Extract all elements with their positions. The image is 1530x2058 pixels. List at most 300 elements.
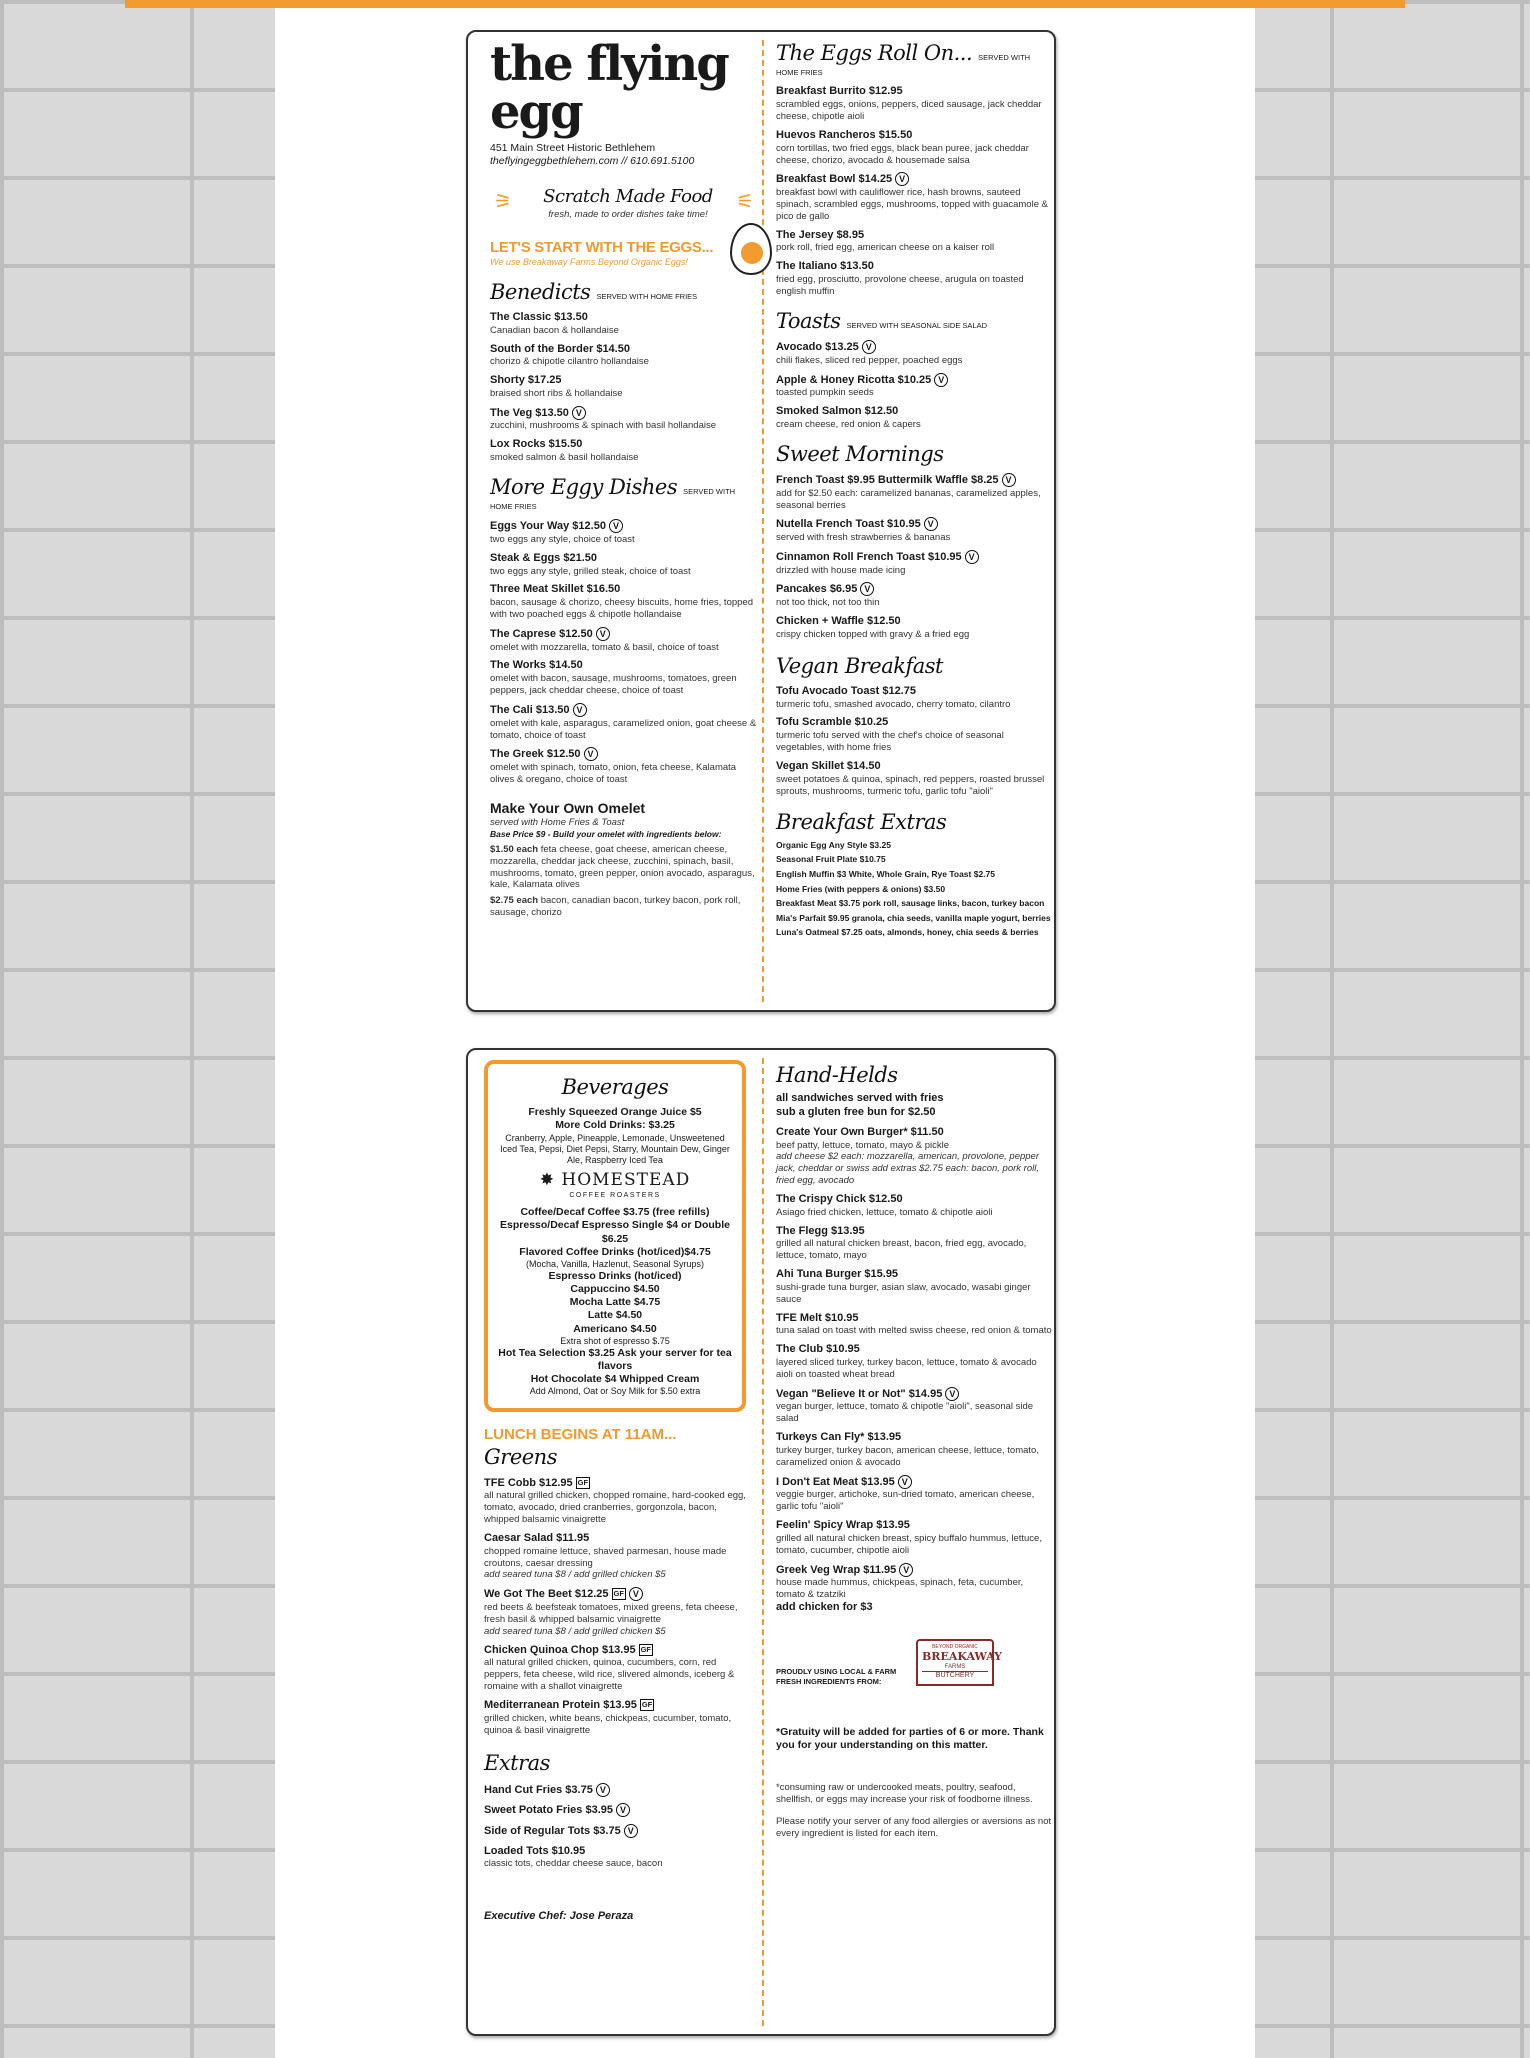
menu-item	[776, 582, 1052, 609]
item-name	[484, 1699, 746, 1713]
item-name	[776, 85, 1052, 99]
item-desc: smoked salmon & basil hollandaise	[490, 452, 639, 464]
menu-item	[776, 1312, 1052, 1338]
menu-item	[776, 1193, 1052, 1219]
item-desc: served with fresh strawberries & bananas	[776, 532, 951, 544]
menu-item	[776, 1268, 1052, 1306]
beverage-line: Add Almond, Oat or Soy Milk for $.50 extra	[529, 1386, 701, 1397]
bfextras-section	[776, 809, 1052, 938]
item-name-text: Sweet Potato Fries $3.95	[484, 1804, 613, 1817]
item-name	[490, 583, 758, 597]
item-name-text: Turkeys Can Fly* $13.95	[776, 1431, 902, 1444]
sweet-list	[776, 473, 1052, 641]
beverage-line: Espresso/Decaf Espresso Single $4 or Double $6.25	[500, 1219, 730, 1245]
homestead-logo: ✸ HOMESTEAD	[539, 1170, 691, 1191]
item-name-text: The Italiano $13.50	[776, 260, 874, 273]
menu-item	[484, 1587, 746, 1637]
item-desc: classic tots, cheddar cheese sauce, bacon	[484, 1858, 663, 1870]
gratuity-note: *Gratuity will be added for parties of 6 or more. Thank you for your understanding on this matter.	[776, 1725, 1044, 1752]
tagline: Scratch Made Food	[543, 186, 713, 208]
menu-item	[776, 1519, 1052, 1557]
menu-item	[490, 519, 758, 546]
brand-logo: the flying egg	[490, 36, 728, 140]
item-name-text: Eggs Your Way $12.50	[490, 520, 606, 533]
item-name	[490, 747, 758, 762]
item-name-text: Feelin' Spicy Wrap $13.95	[776, 1519, 910, 1532]
lunch-right-column	[776, 1062, 1052, 1840]
lunch-heading: LUNCH BEGINS AT 11AM...	[484, 1425, 677, 1443]
omelet-title: Make Your Own Omelet	[490, 799, 646, 816]
item-name	[490, 552, 758, 566]
egg-icon	[730, 223, 772, 275]
item-desc: tuna salad on toast with melted swiss cheese, red onion & tomato	[776, 1325, 1052, 1337]
beverage-line: Cappuccino $4.50	[570, 1283, 660, 1296]
item-name	[776, 1563, 1052, 1578]
greens-title: Greens	[484, 1445, 557, 1470]
item-desc: scrambled eggs, onions, peppers, diced sausage, jack cheddar cheese, chipotle aioli	[776, 99, 1042, 122]
vegan-icon: V	[924, 517, 938, 531]
item-name-text: Hand Cut Fries $3.75	[484, 1783, 593, 1796]
menu-item	[776, 473, 1052, 511]
item-name	[490, 438, 758, 452]
item-name	[776, 716, 1052, 730]
menu-item	[776, 1431, 1052, 1469]
benedicts-note: SERVED WITH HOME FRIES	[596, 291, 698, 301]
vegan-icon: V	[945, 1387, 959, 1401]
menu-item	[776, 373, 1052, 400]
item-desc: grilled all natural chicken breast, spicy buffalo hummus, lettuce, tomato, cucumber, chipotle aioli	[776, 1532, 1042, 1556]
toasts-section	[776, 308, 1052, 431]
menu-item	[776, 260, 1052, 298]
menu-item	[776, 615, 1052, 641]
local-text: PROUDLY USING LOCAL & FARM FRESH INGREDIENTS FROM:	[776, 1667, 897, 1686]
benedicts-section	[490, 279, 758, 464]
item-name	[484, 1532, 746, 1546]
item-addon: add chicken for $3	[776, 1600, 873, 1613]
lunch-left-column	[484, 1060, 746, 1924]
item-name-text: TFE Cobb $12.95	[484, 1476, 573, 1489]
omelet-b-list: bacon, canadian bacon, turkey bacon, pork roll, sausage, chorizo	[490, 895, 741, 919]
item-desc: drizzled with house made icing	[776, 564, 906, 576]
item-name-text: Chicken + Waffle $12.50	[776, 614, 901, 627]
item-name-text: Caesar Salad $11.95	[484, 1531, 590, 1544]
item-name	[776, 685, 1052, 699]
item-name-text: Cinnamon Roll French Toast $10.95	[776, 550, 962, 563]
item-name	[490, 311, 758, 325]
brand-address: 451 Main Street Historic Bethlehem	[490, 142, 656, 154]
local-sourcing	[776, 1639, 1052, 1686]
eggsroll-title: The Eggs Roll On...	[776, 41, 973, 65]
item-name	[776, 373, 1052, 388]
item-desc: two eggs any style, choice of toast	[490, 533, 635, 545]
item-desc: pork roll, fried egg, american cheese on a kaiser roll	[776, 242, 995, 254]
menu-item	[776, 760, 1052, 798]
star-icon: ✸	[539, 1170, 562, 1191]
item-desc: all natural grilled chicken, chopped romaine, hard-cooked egg, tomato, avocado, dried cranberries, gorgonzola, bacon, whipped balsamic vinaigrette	[484, 1490, 746, 1525]
item-name	[776, 129, 1052, 143]
beverages-list-1	[496, 1106, 734, 1166]
item-addon: add seared tuna $8 / add grilled chicken $5	[484, 1569, 666, 1581]
menu-item	[484, 1477, 746, 1526]
item-name	[484, 1783, 746, 1798]
item-name-text: Huevos Rancheros $15.50	[776, 128, 913, 141]
beverages-list-2	[496, 1206, 734, 1397]
brand-contact: theflyingeggbethlehem.com // 610.691.5100	[490, 155, 695, 168]
item-name-text: Breakfast Bowl $14.25	[776, 173, 893, 186]
beverage-line: Coffee/Decaf Coffee $3.75 (free refills)	[520, 1206, 710, 1219]
vegan-icon: V	[899, 1563, 913, 1577]
bfextras-title: Breakfast Extras	[776, 810, 947, 835]
item-name	[484, 1644, 746, 1658]
item-name-text: Lox Rocks $15.50	[490, 438, 583, 451]
beverages-title: Beverages	[561, 1075, 669, 1099]
homestead-roasters: COFFEE ROASTERS	[569, 1191, 661, 1199]
item-name	[776, 1387, 1052, 1402]
item-desc: not too thick, not too thin	[776, 597, 880, 609]
benedicts-list	[490, 311, 758, 464]
item-name	[776, 473, 1052, 488]
item-name	[484, 1845, 746, 1859]
menu-item	[776, 1225, 1052, 1263]
vegan-section	[776, 653, 1052, 798]
vegan-icon: V	[895, 172, 909, 186]
eggs-sub: We use Breakaway Farms Beyond Organic Eggs!	[490, 257, 688, 268]
item-name-text: Pancakes $6.95	[776, 583, 858, 596]
lunch-menu-page	[466, 1048, 1056, 2036]
item-name	[484, 1587, 746, 1602]
dashed-divider	[762, 40, 764, 1002]
item-name-text: French Toast $9.95 Buttermilk Waffle $8.25	[776, 473, 999, 486]
item-name-text: Smoked Salmon $12.50	[776, 405, 899, 418]
item-name-text: The Veg $13.50	[490, 406, 569, 419]
item-name-text: The Jersey $8.95	[776, 228, 865, 241]
item-name-text: The Caprese $12.50	[490, 627, 593, 640]
item-desc: grilled chicken, white beans, chickpeas, cucumber, tomato, quinoa & basil vinaigrette	[484, 1712, 732, 1736]
toasts-title: Toasts	[776, 308, 841, 333]
menu-item	[484, 1783, 746, 1798]
menu-item	[484, 1699, 746, 1737]
omelet-sub: served with Home Fries & Toast	[490, 817, 625, 829]
menu-item	[776, 1475, 1052, 1513]
menu-item	[490, 343, 758, 369]
item-name-text: Breakfast Burrito $12.95	[776, 85, 903, 98]
item-name	[484, 1803, 746, 1818]
item-name-text: Chicken Quinoa Chop $13.95	[484, 1643, 636, 1656]
menu-item	[484, 1644, 746, 1693]
item-desc: bacon, sausage & chorizo, cheesy biscuits, home fries, topped with two poached eggs & chipotle hollandaise	[490, 597, 753, 621]
handhelds-sub1: all sandwiches served with fries	[776, 1092, 944, 1105]
item-name-text: The Greek $12.50	[490, 748, 581, 761]
extra-item: Mia's Parfait $9.95 granola, chia seeds, vanilla maple yogurt, berries	[776, 912, 1051, 923]
item-name-text: Side of Regular Tots $3.75	[484, 1824, 621, 1837]
menu-item	[776, 1563, 1052, 1615]
item-desc: omelet with spinach, tomato, onion, feta cheese, Kalamata olives & oregano, choice of toast	[490, 762, 737, 785]
beverage-line: Hot Chocolate $4 Whipped Cream	[530, 1373, 700, 1386]
menu-item	[776, 405, 1052, 431]
item-name	[490, 406, 758, 421]
item-name-text: The Flegg $13.95	[776, 1224, 865, 1237]
item-name	[490, 343, 758, 357]
item-name-text: Apple & Honey Ricotta $10.25	[776, 373, 932, 386]
item-name	[776, 760, 1052, 774]
omelet-a-price: $1.50 each	[490, 843, 539, 855]
vegan-icon: V	[1002, 473, 1016, 487]
item-desc: grilled all natural chicken breast, bacon, fried egg, avocado, lettuce, tomato, mayo	[776, 1238, 1027, 1262]
item-name	[490, 703, 758, 718]
item-desc: all natural grilled chicken, quinoa, cucumbers, corn, red peppers, feta cheese, wild rice, slivered almonds, iceberg & romaine with a shallot vinaigrette	[484, 1657, 735, 1693]
menu-item	[490, 627, 758, 654]
item-desc: fried egg, prosciutto, provolone cheese, arugula on toasted english muffin	[776, 274, 1024, 297]
item-desc: turmeric tofu served with the chef's choice of seasonal vegetables, with home fries	[776, 730, 1004, 754]
menu-item	[490, 659, 758, 697]
item-name-text: Three Meat Skillet $16.50	[490, 583, 621, 596]
menu-item	[776, 129, 1052, 167]
menu-item	[776, 172, 1052, 222]
breakaway-logo: BEYOND ORGANIC BREAKAWAY FARMS BUTCHERY	[916, 1639, 994, 1686]
burst-right-icon: ⚟	[736, 191, 754, 214]
eggs-heading: LET'S START WITH THE EGGS...	[490, 238, 714, 256]
vegan-icon: V	[860, 582, 874, 596]
item-name	[776, 229, 1052, 243]
item-desc: layered sliced turkey, turkey bacon, lettuce, tomato & avocado aioli on toasted wheat bread	[776, 1357, 1037, 1380]
item-name-text: Avocado $13.25	[776, 340, 859, 353]
item-name-text: Vegan Skillet $14.50	[776, 759, 881, 772]
item-name-text: The Works $14.50	[490, 659, 583, 672]
menu-item	[490, 552, 758, 578]
handhelds-list	[776, 1126, 1052, 1615]
item-name	[484, 1477, 746, 1491]
extra-item: Organic Egg Any Style $3.25	[776, 839, 891, 850]
handhelds-sub2: sub a gluten free bun for $2.50	[776, 1106, 936, 1118]
omelet-b-price: $2.75 each	[490, 895, 539, 907]
item-name-text: South of the Border $14.50	[490, 342, 630, 355]
menu-item	[490, 406, 758, 433]
vegan-title: Vegan Breakfast	[776, 653, 943, 678]
eggy-section	[490, 474, 758, 786]
item-name-text: Mediterranean Protein $13.95	[484, 1698, 637, 1711]
vegan-icon: V	[934, 373, 948, 387]
item-desc: Asiago fried chicken, lettuce, tomato & chipotle aioli	[776, 1206, 993, 1218]
omelet-base: Base Price $9 - Build your omelet with ingredients below:	[490, 829, 722, 840]
item-desc: turkey burger, turkey bacon, american cheese, lettuce, tomato, caramelized onion & avocado	[776, 1444, 1039, 1468]
item-name	[776, 1519, 1052, 1533]
beverage-line: Mocha Latte $4.75	[569, 1296, 661, 1309]
breakfast-right-column	[776, 40, 1052, 938]
item-desc: omelet with bacon, sausage, mushrooms, tomatoes, green peppers, jack cheddar cheese, choice of toast	[490, 673, 737, 697]
extra-item: Seasonal Fruit Plate $10.75	[776, 854, 886, 865]
vegan-icon: V	[584, 747, 598, 761]
greens-list	[484, 1477, 746, 1737]
item-desc: add for $2.50 each: caramelized bananas, caramelized apples, seasonal berries	[776, 487, 1041, 511]
tagline-block	[494, 186, 758, 220]
item-name-text: We Got The Beet $12.25	[484, 1588, 609, 1601]
item-desc: two eggs any style, grilled steak, choice of toast	[490, 565, 691, 577]
menu-item	[484, 1845, 746, 1871]
item-name-text: I Don't Eat Meat $13.95	[776, 1475, 895, 1488]
item-name	[776, 615, 1052, 629]
item-name	[490, 627, 758, 642]
eggsroll-section	[776, 40, 1052, 298]
item-desc: turmeric tofu, smashed avocado, cherry tomato, cilantro	[776, 698, 1011, 710]
item-name	[490, 659, 758, 673]
item-desc: vegan burger, lettuce, tomato & chipotle "aioli", seasonal side salad	[776, 1401, 1034, 1425]
beverage-line: Espresso Drinks (hot/iced)	[548, 1270, 682, 1282]
menu-item	[776, 716, 1052, 754]
dashed-divider	[762, 1058, 764, 2026]
item-name-text: Greek Veg Wrap $11.95	[776, 1563, 897, 1576]
eggsroll-list	[776, 85, 1052, 297]
item-desc: Canadian bacon & hollandaise	[490, 324, 619, 336]
item-desc: crispy chicken topped with gravy & a fried egg	[776, 628, 970, 640]
gf-icon: GF	[577, 1477, 589, 1487]
item-name	[776, 260, 1052, 274]
item-desc: omelet with mozzarella, tomato & basil, choice of toast	[490, 641, 719, 653]
vegan-icon: V	[596, 1783, 610, 1797]
toasts-list	[776, 340, 1052, 431]
item-name-text: Ahi Tuna Burger $15.95	[776, 1268, 899, 1281]
item-name-text: Create Your Own Burger* $11.50	[776, 1125, 944, 1138]
item-name	[776, 1475, 1052, 1490]
menu-item	[776, 1387, 1052, 1425]
beverages-box	[484, 1060, 746, 1412]
burst-left-icon: ⚞	[494, 191, 512, 214]
menu-item	[484, 1824, 746, 1839]
item-desc: veggie burger, artichoke, sun-dried tomato, american cheese, garlic tofu "aioli"	[776, 1489, 1035, 1513]
item-desc: breakfast bowl with cauliflower rice, hash browns, sauteed spinach, scrambled eggs, mushrooms, topped with guacamole & pico de gallo	[776, 187, 1048, 222]
item-name	[490, 374, 758, 388]
vegan-icon: V	[616, 1803, 630, 1817]
item-addon: add cheese $2 each: mozzarella, american, provolone, pepper jack, cheddar or swiss add extras $2.75 each: bacon, pork roll, fried egg, avocado	[776, 1151, 1039, 1187]
item-name-text: Loaded Tots $10.95	[484, 1844, 586, 1857]
executive-chef: Executive Chef: Jose Peraza	[484, 1910, 634, 1923]
menu-item	[776, 1343, 1052, 1381]
menu-item	[484, 1532, 746, 1581]
item-name-text: Nutella French Toast $10.95	[776, 518, 921, 531]
extra-item: Home Fries (with peppers & onions) $3.50	[776, 883, 946, 894]
item-name	[776, 340, 1052, 355]
sweet-section	[776, 441, 1052, 641]
item-name-text: Tofu Avocado Toast $12.75	[776, 684, 916, 697]
item-desc: omelet with kale, asparagus, caramelized onion, goat cheese & tomato, choice of toast	[490, 717, 757, 741]
item-name-text: Vegan "Believe It or Not" $14.95	[776, 1387, 943, 1400]
eggsroll-note: SERVED WITH HOME FRIES	[776, 53, 1031, 78]
menu-item	[776, 517, 1052, 544]
extras-title: Extras	[484, 1751, 550, 1776]
sweet-title: Sweet Mornings	[776, 441, 944, 466]
allergy-note: Please notify your server of any food allergies or aversions as not every ingredient is listed for each item.	[776, 1815, 1052, 1839]
item-name-text: Tofu Scramble $10.25	[776, 716, 889, 729]
breakfast-left-column	[490, 36, 758, 919]
beverage-line: More Cold Drinks: $3.25	[555, 1119, 675, 1132]
item-desc: corn tortillas, two fried eggs, black bean puree, jack cheddar cheese, chorizo, avocado & housemade salsa	[776, 142, 1029, 166]
menu-item	[490, 583, 758, 621]
item-desc: cream cheese, red onion & capers	[776, 418, 921, 430]
menu-item	[490, 747, 758, 785]
vegan-icon: V	[898, 1475, 912, 1489]
handhelds-title: Hand-Helds	[776, 1063, 898, 1087]
gf-icon: GF	[613, 1589, 624, 1599]
item-name	[490, 519, 758, 534]
menu-item	[490, 438, 758, 464]
item-name	[776, 517, 1052, 532]
vegan-icon: V	[596, 627, 610, 641]
vegan-icon: V	[624, 1824, 638, 1838]
beverage-line: (Mocha, Vanilla, Hazlenut, Seasonal Syrups)	[526, 1258, 704, 1269]
top-accent-bar	[125, 0, 1405, 8]
item-name-text: Steak & Eggs $21.50	[490, 551, 598, 564]
extra-item: English Muffin $3 White, Whole Grain, Rye Toast $2.75	[776, 868, 995, 879]
item-desc: chopped romaine lettuce, shaved parmesan, house made croutons, caesar dressing	[484, 1545, 727, 1569]
vegan-icon: V	[965, 550, 979, 564]
toasts-note: SERVED WITH SEASONAL SIDE SALAD	[846, 320, 988, 330]
item-name	[776, 1126, 1052, 1140]
item-desc: chorizo & chipotle cilantro hollandaise	[490, 356, 649, 368]
beverage-line: Hot Tea Selection $3.25 Ask your server for tea flavors	[498, 1346, 732, 1372]
vegan-icon: V	[572, 406, 586, 420]
vegan-icon: V	[629, 1587, 643, 1601]
menu-item	[776, 685, 1052, 711]
tagline-sub: fresh, made to order dishes take time!	[548, 208, 708, 220]
menu-item	[776, 1126, 1052, 1187]
item-name	[776, 1431, 1052, 1445]
menu-item	[776, 550, 1052, 577]
item-desc: toasted pumpkin seeds	[776, 387, 874, 399]
eggy-list	[490, 519, 758, 786]
consuming-note: *consuming raw or undercooked meats, poultry, seafood, shellfish, or eggs may increase your risk of foodborne illness.	[776, 1782, 1033, 1806]
item-desc: sushi-grade tuna burger, asian slaw, avocado, wasabi ginger sauce	[776, 1281, 1031, 1305]
extra-item: Luna's Oatmeal $7.25 oats, almonds, honey, chia seeds & berries	[776, 927, 1039, 938]
benedicts-title: Benedicts	[490, 279, 591, 304]
beverage-line: Americano $4.50	[573, 1322, 657, 1335]
menu-item	[490, 374, 758, 400]
omelet-a-list: feta cheese, goat cheese, american cheese, mozzarella, cheddar jack cheese, zucchini, spinach, basil, mushrooms, tomato, green pepper, onion avocado, asparagus, kale, Kalamata olives	[490, 843, 755, 891]
item-name-text: The Cali $13.50	[490, 703, 570, 716]
item-name	[776, 1225, 1052, 1239]
item-name-text: The Classic $13.50	[490, 310, 588, 323]
item-desc: beef patty, lettuce, tomato, mayo & pickle	[776, 1139, 950, 1151]
item-desc: red beets & beefsteak tomatoes, mixed greens, feta cheese, fresh basil & whipped balsamic vinaigrette	[484, 1601, 738, 1625]
beverage-line: Cranberry, Apple, Pineapple, Lemonade, Unsweetened Iced Tea, Pepsi, Diet Pepsi, Starry, Mountain Dew, Ginger Ale, Raspberry Iced Tea	[500, 1132, 730, 1165]
item-addon: add seared tuna $8 / add grilled chicken $5	[484, 1625, 666, 1637]
item-desc: braised short ribs & hollandaise	[490, 387, 623, 399]
vegan-icon: V	[862, 340, 876, 354]
item-name	[776, 172, 1052, 187]
beverage-line: Flavored Coffee Drinks (hot/iced)$4.75	[519, 1245, 711, 1258]
eggs-intro	[490, 239, 758, 269]
menu-item	[776, 340, 1052, 367]
item-name	[776, 1193, 1052, 1207]
breakfast-menu-page	[466, 30, 1056, 1012]
item-name-text: The Club $10.95	[776, 1343, 860, 1356]
item-desc: chili flakes, sliced red pepper, poached eggs	[776, 354, 963, 366]
vegan-icon: V	[573, 703, 587, 717]
omelet-section	[490, 800, 758, 919]
item-name	[776, 582, 1052, 597]
bfextras-list	[776, 840, 1052, 938]
menu-item	[490, 311, 758, 337]
item-name	[776, 1268, 1052, 1282]
item-name	[776, 1312, 1052, 1326]
gf-icon: GF	[640, 1644, 652, 1654]
item-name-text: The Crispy Chick $12.50	[776, 1193, 903, 1205]
vegan-icon: V	[609, 519, 623, 533]
eggy-note: SERVED WITH HOME FRIES	[490, 486, 736, 512]
item-desc: sweet potatoes & quinoa, spinach, red peppers, roasted brussel sprouts, mushrooms, turmeric tofu, garlic tofu "aioli"	[776, 773, 1045, 797]
gf-icon: GF	[641, 1700, 653, 1709]
extra-item: Breakfast Meat $3.75 pork roll, sausage links, bacon, turkey bacon	[776, 898, 1045, 909]
item-name-text: Shorty $17.25	[490, 374, 562, 387]
beverage-line: Latte $4.50	[587, 1309, 643, 1322]
